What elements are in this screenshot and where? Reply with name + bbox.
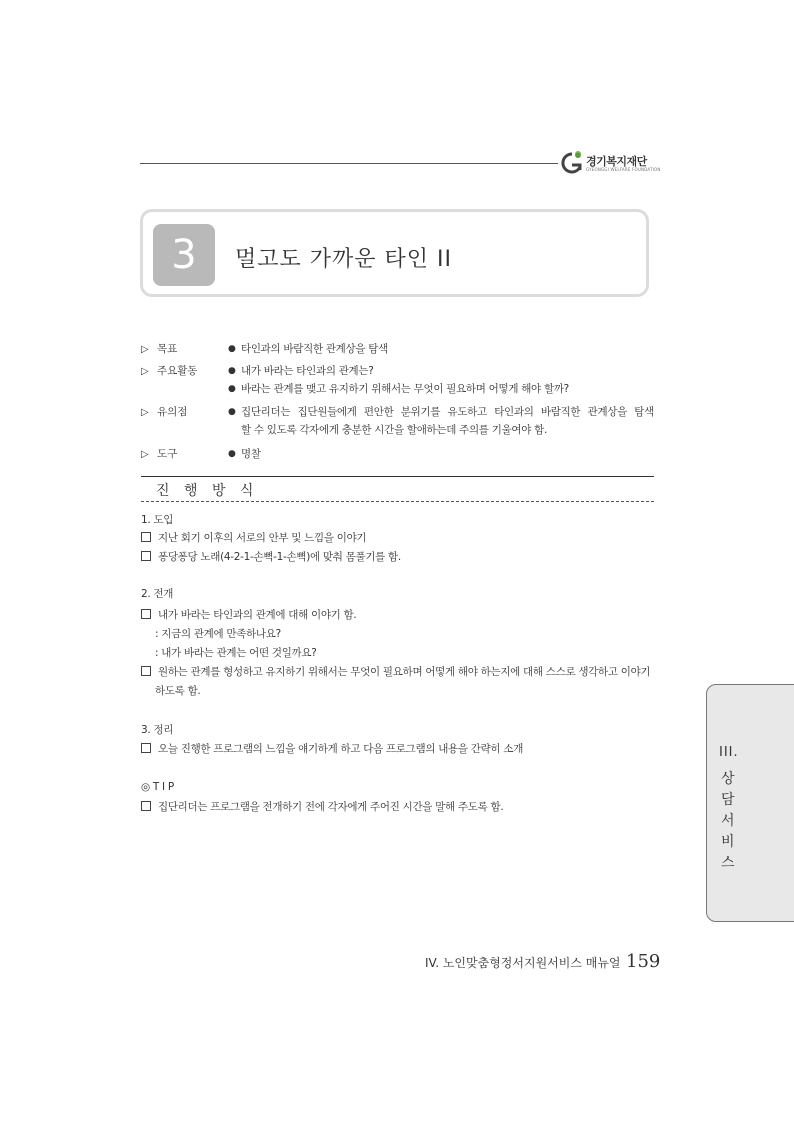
page-number: 159 bbox=[626, 951, 661, 972]
list-item-continuation: 하도록 함. bbox=[155, 685, 201, 697]
bullet-item: ● 내가 바라는 타인과의 관계는? bbox=[228, 362, 654, 380]
section-title: 진 행 방 식 bbox=[156, 483, 259, 499]
bullet-dot-icon: ● bbox=[228, 449, 236, 459]
session-title: 멀고도 가까운 타인 II bbox=[235, 247, 452, 272]
bullet-item: ● 바라는 관계를 맺고 유지하기 위해서는 무엇이 필요하며 어떻게 해야 할까? bbox=[228, 380, 654, 398]
triangle-icon: ▷ bbox=[141, 344, 149, 355]
list-item: 내가 바라는 타인과의 관계에 대해 이야기 함. bbox=[141, 606, 356, 624]
checkbox-icon bbox=[141, 532, 151, 542]
triangle-icon: ▷ bbox=[141, 449, 149, 460]
list-item: 지난 회기 이후의 서로의 안부 및 느낌을 이야기 bbox=[141, 529, 366, 547]
bullet-dot-icon: ● bbox=[228, 384, 236, 394]
foundation-logo-icon bbox=[560, 150, 584, 176]
chapter-title-vertical: 상 담 서 비 스 bbox=[721, 771, 735, 871]
bullet-dot-icon: ● bbox=[228, 407, 236, 417]
chapter-number: III. bbox=[719, 745, 739, 760]
bullet-item: ● 집단리더는 집단원들에게 편안한 분위기를 유도하고 타인과의 바람직한 관계상을 탐색 bbox=[228, 403, 654, 421]
foundation-logo bbox=[560, 150, 660, 176]
section-dashed-rule bbox=[141, 501, 654, 502]
logo-text: 경기복지재단 bbox=[586, 155, 647, 168]
bullet-item: ● 타인과의 바람직한 관계상을 탐색 bbox=[228, 340, 654, 358]
list-item: 원하는 관계를 형성하고 유지하기 위해서는 무엇이 필요하며 어떻게 해야 하는지에 대해 스스로 생각하고 이야기 bbox=[141, 663, 650, 681]
tip-heading: ◎ T I P bbox=[141, 781, 174, 793]
step-heading: 2. 전개 bbox=[141, 588, 174, 600]
footer-running-title: IV. 노인맞춤형정서지원서비스 매뉴얼 bbox=[425, 956, 621, 970]
info-label: ▷ 주요활동 bbox=[141, 362, 198, 381]
checkbox-icon bbox=[141, 666, 151, 676]
chapter-side-tab bbox=[706, 684, 794, 922]
info-label: ▷ 유의점 bbox=[141, 403, 187, 422]
checkbox-icon bbox=[141, 801, 151, 811]
checkbox-icon bbox=[141, 743, 151, 753]
checkbox-icon bbox=[141, 609, 151, 619]
triangle-icon: ▷ bbox=[141, 366, 149, 377]
list-item: 퐁당퐁당 노래(4-2-1-손뼉-1-손뼉)에 맞춰 몸풀기를 함. bbox=[141, 548, 401, 566]
bullet-continuation: 할 수 있도록 각자에게 충분한 시간을 할애하는데 주의를 기울여야 함. bbox=[241, 424, 547, 436]
title-box bbox=[140, 209, 649, 297]
session-number: 3 bbox=[153, 224, 215, 286]
info-label: ▷ 목표 bbox=[141, 340, 177, 359]
checkbox-icon bbox=[141, 551, 151, 561]
sub-item: : 내가 바라는 관계는 어떤 것일까요? bbox=[155, 647, 317, 659]
logo-subtext: GYEONGGI WELFARE FOUNDATION bbox=[586, 167, 661, 172]
bullet-dot-icon: ● bbox=[228, 344, 236, 354]
section-rule bbox=[141, 476, 654, 477]
step-heading: 3. 정리 bbox=[141, 724, 174, 736]
info-label: ▷ 도구 bbox=[141, 445, 177, 464]
list-item: 오늘 진행한 프로그램의 느낌을 얘기하게 하고 다음 프로그램의 내용을 간략히 소개 bbox=[141, 740, 523, 758]
header-rule bbox=[140, 163, 558, 164]
step-heading: 1. 도입 bbox=[141, 514, 174, 526]
list-item: 집단리더는 프로그램을 전개하기 전에 각자에게 주어진 시간을 말해 주도록 함. bbox=[141, 798, 503, 816]
triangle-icon: ▷ bbox=[141, 407, 149, 418]
bullet-item: ● 명찰 bbox=[228, 445, 654, 463]
sub-item: : 지금의 관계에 만족하나요? bbox=[155, 628, 281, 640]
bullet-dot-icon: ● bbox=[228, 366, 236, 376]
